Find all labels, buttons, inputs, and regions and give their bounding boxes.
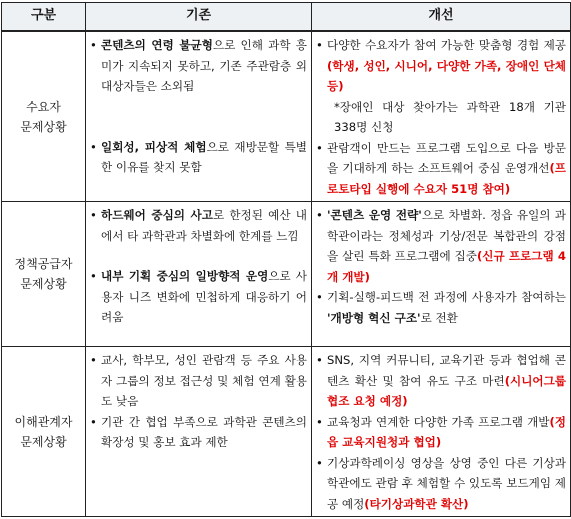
item-text: 관람객이 만드는 프로그램 도입으로 다음 방문을 기대하게 하는 소프트웨어 중심 운영개선 — [327, 140, 566, 175]
bullet-marker: • — [90, 38, 97, 52]
category-line2: 문제상황 — [20, 434, 67, 449]
list-item — [90, 205, 307, 246]
highlight-text: (정읍 교육지원청과 협업) — [327, 414, 566, 449]
item-text: SNS, 지역 커뮤니티, 교육기관 등과 협업해 콘텐츠 확산 및 참여 유도 구조 마련 — [327, 353, 566, 388]
bold-phrase: '개방형 혁신 구조' — [327, 310, 421, 325]
list-item — [316, 412, 566, 453]
after-cell — [312, 347, 571, 517]
table-row-stakeholder — [2, 347, 571, 517]
document-page — [1, 2, 570, 514]
bold-phrase: 콘텐츠의 연령 불균형 — [101, 38, 213, 52]
item-text: 교사, 학부모, 성인 관람객 등 주요 사용자 그룹의 정보 접근성 및 체험 연계 활용도 낮음 — [101, 353, 307, 408]
category-line1: 이해관계자 — [14, 414, 73, 429]
item-text: 으로 사용자 니즈 변화에 민첩하게 대응하기 어려움 — [101, 269, 307, 324]
header-row — [2, 3, 571, 32]
bold-phrase: 일회성, 피상적 체험 — [101, 139, 207, 154]
category-cell — [2, 347, 86, 517]
bullet-marker: • — [90, 139, 97, 154]
note-item — [316, 97, 566, 138]
item-text: 교육청과 연계한 다양한 가족 프로그램 개발 — [327, 414, 550, 429]
highlight-text: (신규 프로그램 4개 개발) — [327, 249, 566, 284]
bullet-marker: • — [90, 208, 97, 222]
before-cell — [86, 347, 312, 517]
list-item — [90, 412, 307, 453]
bold-phrase: 하드웨어 중심의 사고 — [101, 208, 213, 222]
header-before: 기존 — [86, 3, 312, 32]
item-text: 으로 인해 과학 흥미가 지속되지 못하고, 기존 주관람층 외 대상자들은 소외됨 — [101, 38, 307, 93]
table-row-supplier — [2, 202, 571, 347]
list-item — [316, 138, 566, 200]
category-line2: 문제상황 — [20, 277, 67, 291]
item-text: 다양한 수요자가 참여 가능한 맞춤형 경험 제공 — [327, 38, 566, 52]
bullet-marker: • — [90, 414, 97, 429]
list-item — [90, 266, 307, 328]
bold-phrase: 내부 기획 중심의 일방향적 운영 — [101, 269, 269, 283]
item-text: 기관 간 협업 부족으로 과학관 콘텐츠의 확장성 및 홍보 효과 제한 — [101, 414, 307, 449]
header-category: 구분 — [2, 3, 86, 32]
highlight-text: (시니어그룹 협조 요청 예정) — [327, 373, 566, 408]
bullet-marker: • — [90, 353, 97, 367]
before-cell — [86, 202, 312, 347]
bullet-marker: • — [316, 38, 323, 52]
highlight-text: (프로토타입 실행에 수요자 51명 참여) — [327, 161, 566, 196]
before-cell — [86, 31, 312, 202]
list-item — [90, 137, 307, 178]
list-item — [316, 350, 566, 412]
category-line1: 정책공급자 — [14, 257, 73, 271]
after-cell — [312, 31, 571, 202]
item-text: 으로 차별화. 정읍 유일의 과학관이라는 정체성과 기상/전문 복합관의 강점을 살린 특화 프로그램에 집중 — [327, 208, 566, 263]
bold-phrase: '콘텐츠 운영 전략' — [327, 208, 422, 222]
list-item — [316, 205, 566, 287]
table-row-demand — [2, 31, 571, 202]
item-text: 으로 재방문할 특별한 이유를 찾지 못함 — [101, 139, 308, 174]
header-after: 개선 — [312, 3, 571, 32]
bullet-marker: • — [316, 455, 323, 470]
comparison-table — [1, 2, 571, 517]
item-text: 기상과학레이싱 영상을 상영 중인 다른 기상과학관에도 관람 후 체험할 수 있도록 보드게임 제공 예정 — [327, 455, 566, 511]
highlight-text: (타기상과학관 확산) — [364, 496, 469, 511]
item-tail: 로 전환 — [420, 310, 458, 325]
bullet-marker: • — [316, 140, 323, 155]
list-item — [90, 350, 307, 412]
after-cell — [312, 202, 571, 347]
bullet-marker: • — [316, 353, 323, 367]
note-text: *장애인 대상 찾아가는 과학관 18개 기관 338명 신청 — [334, 99, 566, 134]
list-item — [316, 35, 566, 97]
highlight-text: (학생, 성인, 시니어, 다양한 가족, 장애인 단체 등) — [327, 58, 566, 93]
list-item — [90, 35, 307, 97]
category-cell — [2, 31, 86, 202]
item-text: 로 한정된 예산 내에서 타 과학관과 차별화에 한계를 느낌 — [101, 208, 307, 243]
item-text: 기획-실행-피드백 전 과정에 사용자가 참여하는 — [327, 290, 566, 304]
bullet-marker: • — [90, 269, 97, 283]
list-item — [316, 287, 566, 328]
category-line2: 문제상황 — [20, 119, 67, 134]
category-cell — [2, 202, 86, 347]
bullet-marker: • — [316, 290, 323, 304]
bullet-marker: • — [316, 414, 323, 429]
list-item — [316, 453, 566, 515]
bullet-marker: • — [316, 208, 323, 222]
category-line1: 수요자 — [26, 99, 61, 114]
